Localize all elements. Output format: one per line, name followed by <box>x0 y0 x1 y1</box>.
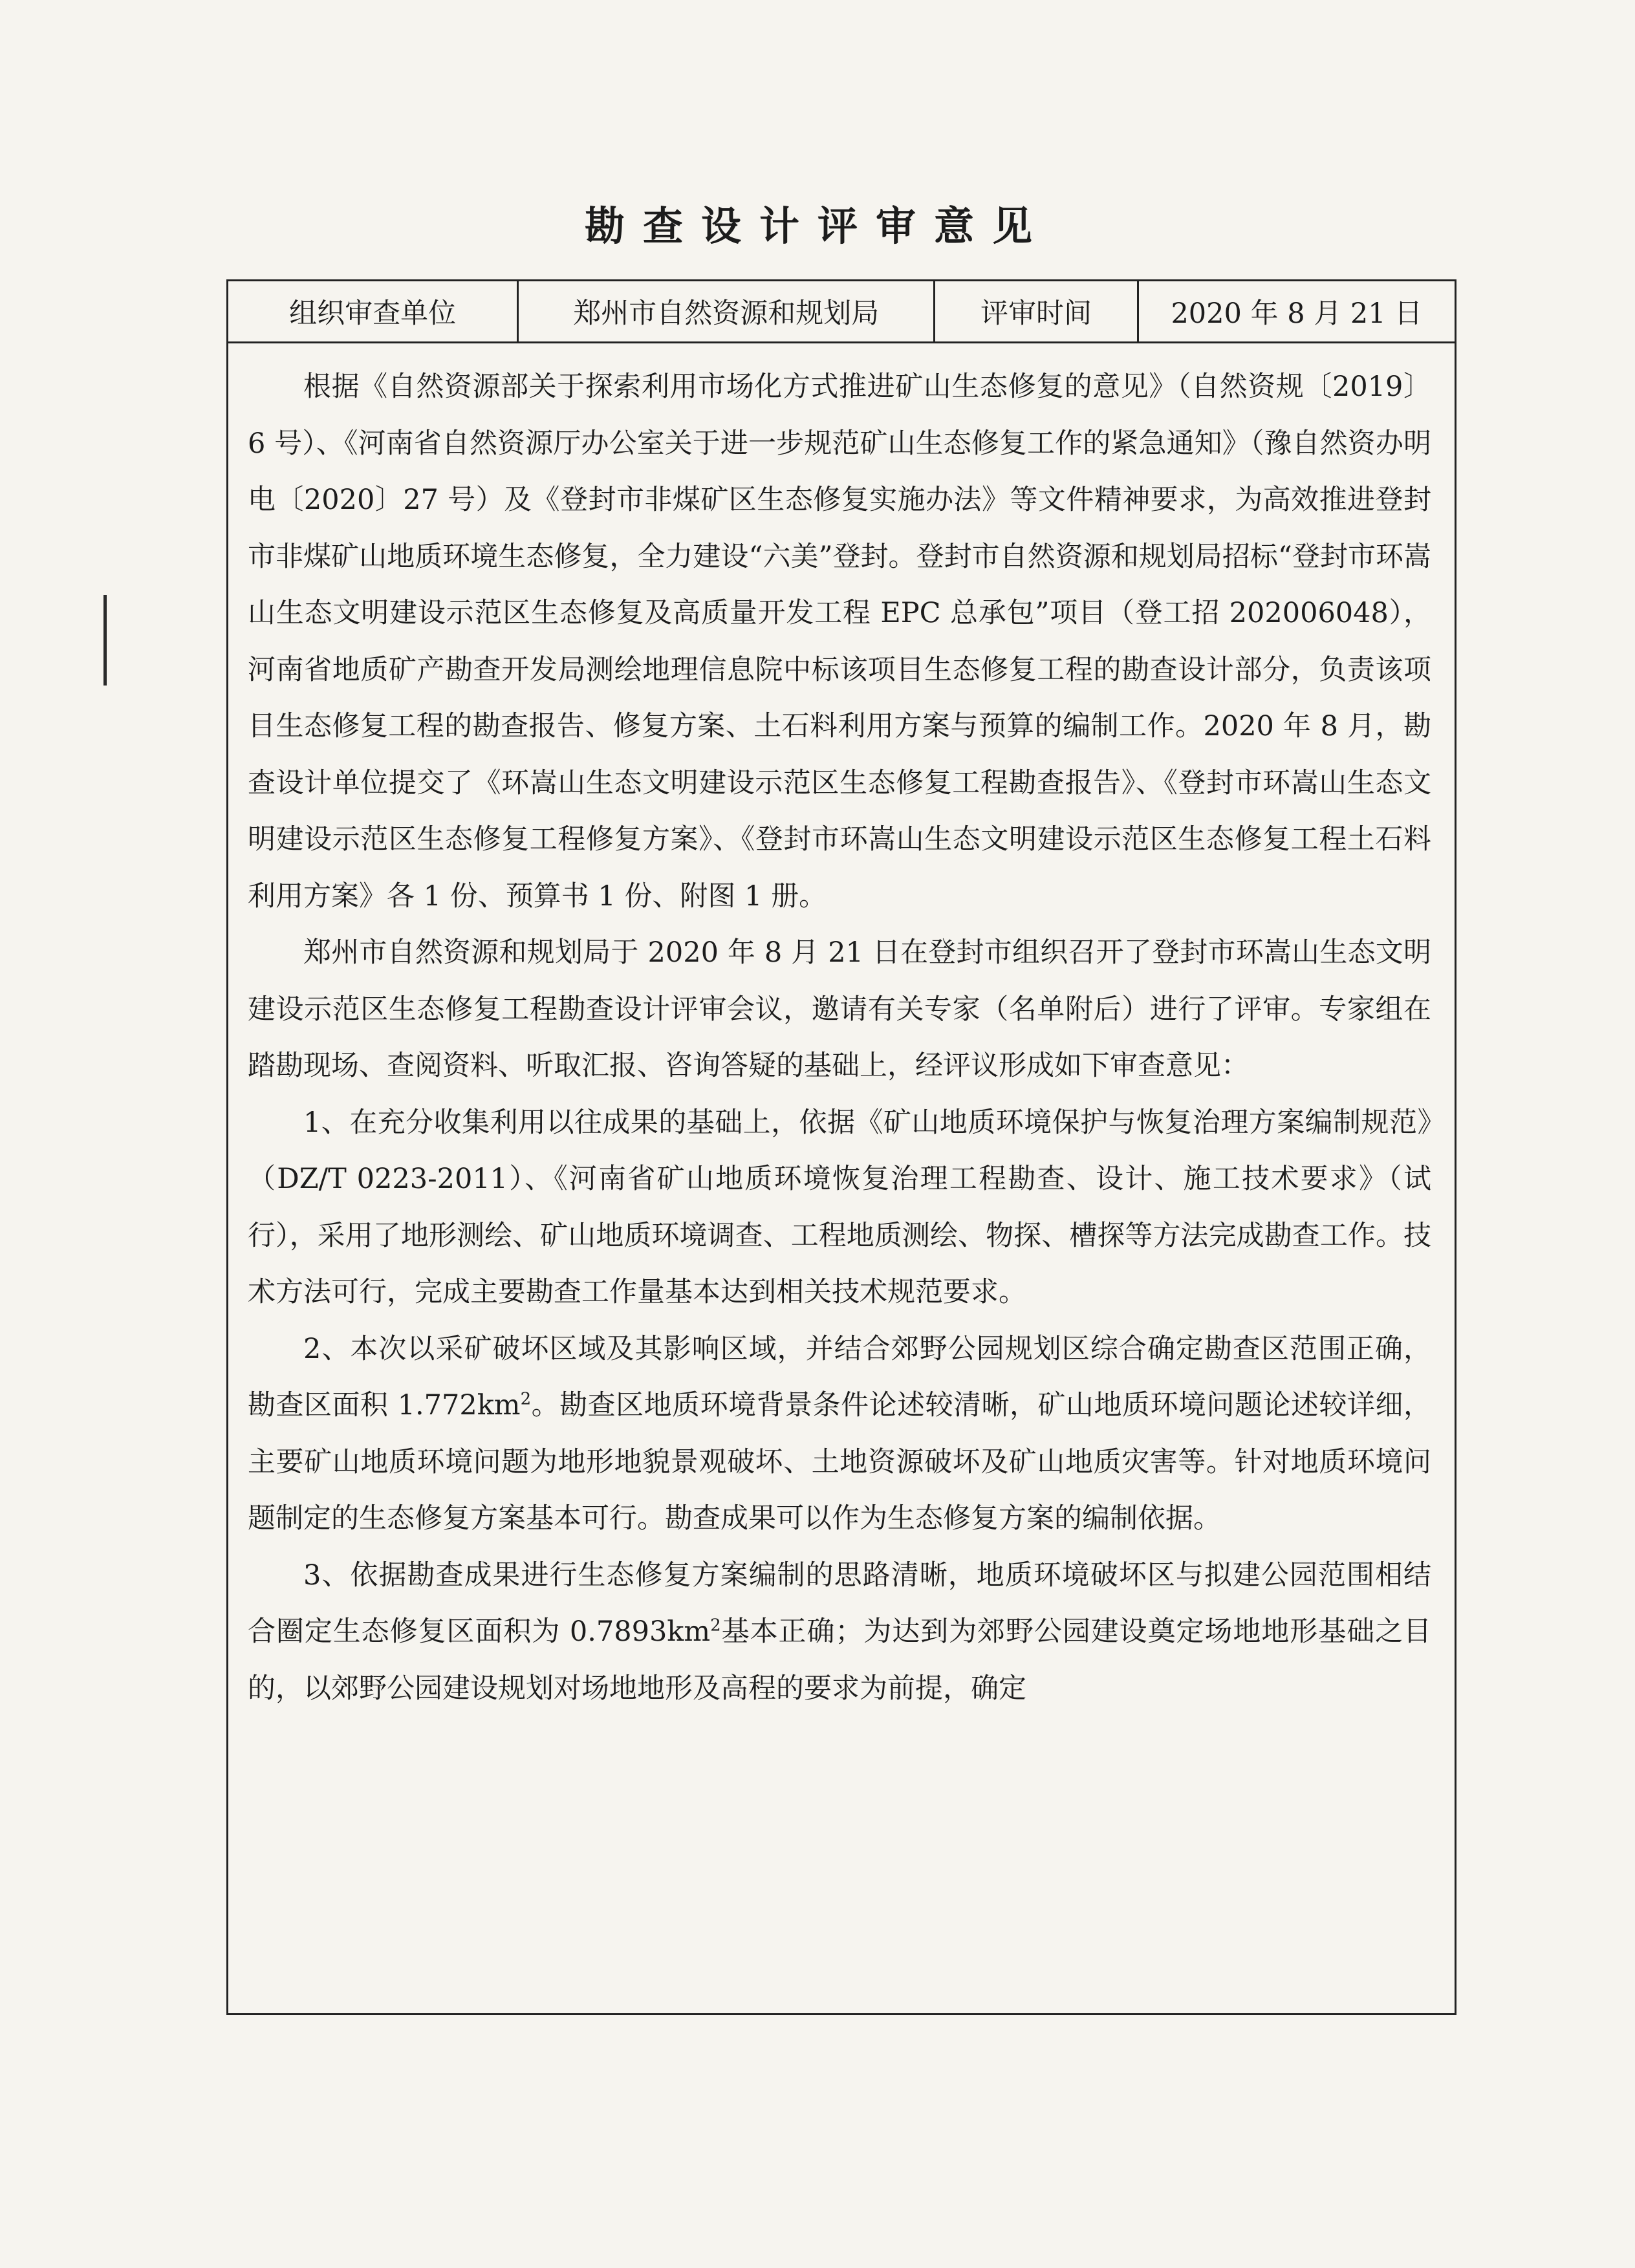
opinion-3-part-a: 3、依据勘查成果进行生态修复方案编制的思路清晰，地质环境破坏区与拟建公园范围相结合圈定生态修复区面积为 0.7893km <box>248 1559 1431 1648</box>
opinion-2-part-a: 2、本次以采矿破坏区域及其影响区域，并结合郊野公园规划区综合确定勘查区范围正确，勘查区面积 1.772km <box>248 1332 1431 1421</box>
opinion-body <box>248 359 1431 1717</box>
time-label: 评审时间 <box>935 281 1139 341</box>
paragraph-opinion-3 <box>248 1548 1431 1718</box>
time-value: 2020 年 8 月 21 日 <box>1171 297 1423 330</box>
paragraph-opinion-1: 1、在充分收集利用以往成果的基础上，依据《矿山地质环境保护与恢复治理方案编制规范》（DZ/T 0223-2011）、《河南省矿山地质环境恢复治理工程勘查、设计、施工技术要求》（试行），采用了地形测绘、矿山地质环境调查、工程地质测绘、物探、槽探等方法完成勘查工作。技术方法可行，完成主要勘查工作量基本达到相关技术规范要求。 <box>248 1106 1431 1308</box>
header-row <box>228 281 1455 343</box>
scan-mark <box>103 595 107 686</box>
paragraph-opinion-2 <box>248 1321 1431 1548</box>
superscript-2: 2 <box>710 1615 721 1636</box>
document-title: 勘查设计评审意见 <box>584 202 1050 250</box>
paragraph-meeting: 郑州市自然资源和规划局于 2020 年 8 月 21 日在登封市组织召开了登封市环嵩山生态文明建设示范区生态修复工程勘查设计评审会议，邀请有关专家（名单附后）进行了评审。专家组在踏勘现场、查阅资料、听取汇报、咨询答疑的基础上，经评议形成如下审查意见： <box>248 936 1431 1082</box>
org-label: 组织审查单位 <box>228 281 519 341</box>
superscript-2: 2 <box>520 1389 532 1409</box>
paragraph-background: 根据《自然资源部关于探索利用市场化方式推进矿山生态修复的意见》（自然资规〔2019〕6 号）、《河南省自然资源厅办公室关于进一步规范矿山生态修复工作的紧急通知》（豫自然资办明电〔2020〕27 号）及《登封市非煤矿区生态修复实施办法》等文件精神要求，为高效推进登封市非煤矿山地质环境生态修复，全力建设“六美”登封。登封市自然资源和规划局招标“登封市环嵩山生态文明建设示范区生态修复及高质量开发工程 EPC 总承包”项目（登工招 202006048），河南省地质矿产勘查开发局测绘地理信息院中标该项目生态修复工程的勘查设计部分，负责该项目生态修复工程的勘查报告、修复方案、土石料利用方案与预算的编制工作。2020 年 8 月，勘查设计单位提交了《环嵩山生态文明建设示范区生态修复工程勘查报告》、《登封市环嵩山生态文明建设示范区生态修复工程修复方案》、《登封市环嵩山生态文明建设示范区生态修复工程土石料利用方案》各 1 份、预算书 1 份、附图 1 册。 <box>248 371 1431 913</box>
opinion-2-part-b: 。勘查区地质环境背景条件论述较清晰，矿山地质环境问题论述较详细，主要矿山地质环境问题为地形地貌景观破坏、土地资源破坏及矿山地质灾害等。针对地质环境问题制定的生态修复方案基本可行。勘查成果可以作为生态修复方案的编制依据。 <box>248 1389 1431 1535</box>
review-form <box>226 279 1456 2015</box>
opinion-3-part-b: 基本正确；为达到为郊野公园建设奠定场地地形基础之目的，以郊野公园建设规划对场地地形及高程的要求为前提，确定 <box>248 1615 1432 1705</box>
org-value: 郑州市自然资源和规划局 <box>519 281 935 341</box>
